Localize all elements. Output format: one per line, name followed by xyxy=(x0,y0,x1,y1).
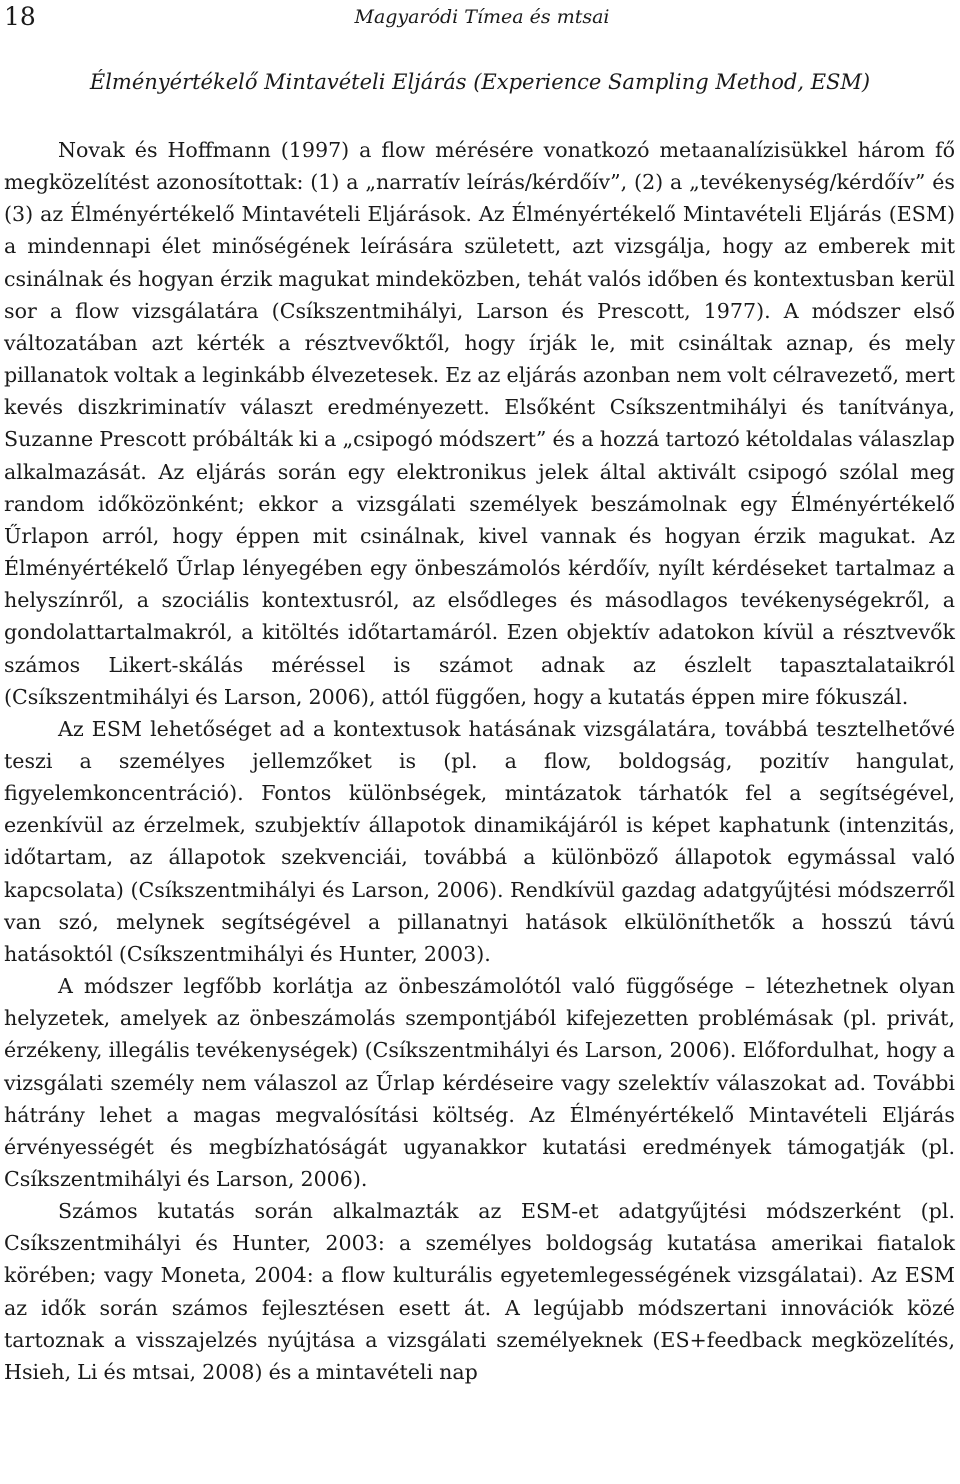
section-title: Élményértékelő Mintavételi Eljárás (Experience Sampling Method, ESM) xyxy=(89,70,871,94)
paragraph: Az ESM lehetőséget ad a kontextusok hatásának vizsgálatára, továbbá tesztelhetővé teszi a személyes jellemzőket is (pl. a flow, boldogság, pozitív hangulat, figyelemkoncentráció). Fontos különbségek, mintázatok tárhatók fel a segítségével, ezenkívül az érzelmek, szubjektív állapotok dinamikájáról is képet kaphatunk (intenzitás, időtartam, az állapotok szekvenciái, továbbá a különböző állapotok egymással való kapcsolata) (Csíkszentmihályi és Larson, 2006). Rendkívül gazdag adatgyűjtési módszerről van szó, melynek segítségével a pillanatnyi hatások elkülöníthetők a hosszú távú hatásoktól (Csíkszentmihályi és Hunter, 2003). xyxy=(4,716,955,966)
paragraph: A módszer legfőbb korlátja az önbeszámolótól való függősége – létezhetnek olyan helyzetek, amelyek az önbeszámolás szempontjából kifejezetten problémásak (pl. privát, érzékeny, illegális tevékenységek) (Csíkszentmihályi és Larson, 2006). Előfordulhat, hogy a vizsgálati személy nem válaszol az Űrlap kérdéseire vagy szelektív válaszokat ad. További hátrány lehet a magas megvalósítási költség. Az Élményértékelő Mintavételi Eljárás érvényességét és megbízhatóságát ugyanakkor kutatási eredmények támogatják (pl. Csíkszentmihályi és Larson, 2006). xyxy=(4,974,955,1191)
page-header xyxy=(4,2,960,32)
page-number: 18 xyxy=(4,2,36,31)
paragraph: Számos kutatás során alkalmazták az ESM-et adatgyűjtési módszerként (pl. Csíkszentmihályi és Hunter, 2003: a személyes boldogság kutatása amerikai fiatalok körében; vagy Moneta, 2004: a flow kulturális egyetemlegességének vizsgálatai). Az ESM az idők során számos fejlesztésen esett át. A legújabb módszertani innovációk közé tartoznak a visszajelzés nyújtása a vizsgálati személyeknek (ES+feedback megközelítés, Hsieh, Li és mtsai, 2008) és a mintavételi nap xyxy=(4,1199,955,1384)
body-text xyxy=(4,134,955,1388)
running-head: Magyaródi Tímea és mtsai xyxy=(354,6,610,28)
paragraph: Novak és Hoffmann (1997) a flow mérésére vonatkozó metaanalízisükkel három fő megközelítést azonosítottak: (1) a „narratív leírás/kérdőív”, (2) a „tevékenység/kérdőív” és (3) az Élményértékelő Mintavételi Eljárások. Az Élményértékelő Mintavételi Eljárás (ESM) a mindennapi élet minőségének leírására született, azt vizsgálja, hogy az emberek mit csinálnak és hogyan érzik magukat mindeközben, tehát valós időben és kontextusban kerül sor a flow vizsgálatára (Csíkszentmihályi, Larson és Prescott, 1977). A módszer első változatában azt kérték a résztvevőktől, hogy írják le, mit csináltak aznap, és mely pillanatok voltak a leginkább élvezetesek. Ez az eljárás azonban nem volt célravezető, mert kevés diszkriminatív választ eredményezett. Elsőként Csíkszentmihályi és tanítványa, Suzanne Prescott próbálták ki a „csipogó módszert” és a hozzá tartozó kétoldalas válaszlap alkalmazását. Az eljárás során egy elektronikus jelek által aktivált csipogó szólal meg random időközönként; ekkor a vizsgálati személyek beszámolnak egy Élményértékelő Űrlapon arról, hogy éppen mit csinálnak, kivel vannak és hogyan érzik magukat. Az Élményértékelő Űrlap lényegében egy önbeszámolós kérdőív, nyílt kérdéseket tartalmaz a helyszínről, a szociális kontextusról, az elsődleges és másodlagos tevékenységekről, a gondolattartalmakról, a kitöltés időtartamáról. Ezen objektív adatokon kívül a résztvevők számos Likert-skálás méréssel is számot adnak az észlelt tapasztalataikról (Csíkszentmihályi és Larson, 2006), attól függően, hogy a kutatás éppen mire fókuszál. xyxy=(4,138,955,709)
